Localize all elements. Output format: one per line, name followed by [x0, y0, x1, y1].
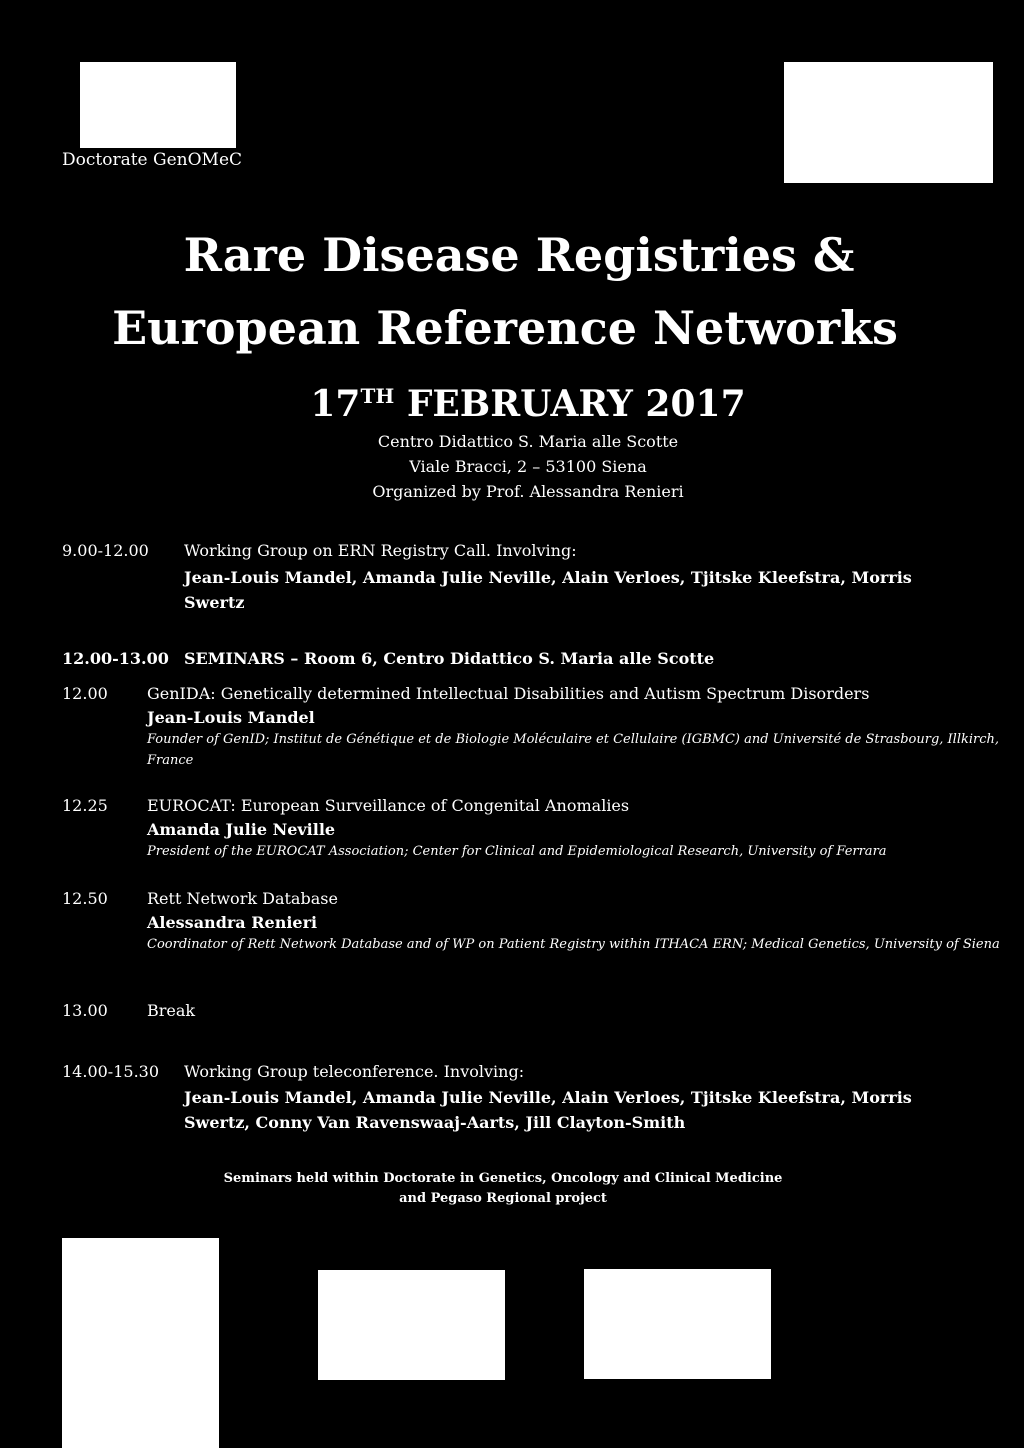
talk1-affiliation: Founder of GenID; Institut de Génétique et de Biologie Moléculaire et Cellulaire (IGBMC) and Université de Strasbourg, Illkirch, France — [147, 732, 1000, 768]
university-logo — [784, 62, 993, 183]
break-time: 13.00 — [62, 1001, 108, 1020]
date-suffix: TH — [360, 384, 395, 408]
sponsor-logo-1 — [62, 1238, 219, 1448]
wg1-text: Working Group on ERN Registry Call. Involving: — [184, 541, 577, 560]
break-label: Break — [147, 1001, 196, 1020]
talk2-title: EUROCAT: European Surveillance of Congenital Anomalies — [147, 796, 630, 815]
seminars-heading: SEMINARS – Room 6, Centro Didattico S. Maria alle Scotte — [184, 649, 715, 668]
seminars-time: 12.00-13.00 — [62, 649, 169, 668]
wg2-participants: Jean-Louis Mandel, Amanda Julie Neville, Alain Verloes, Tjitske Kleefstra, Morris Swertz, Conny Van Ravenswaaj-Aarts, Jill Clayton-Smith — [184, 1088, 912, 1132]
wg1-participants: Jean-Louis Mandel, Amanda Julie Neville, Alain Verloes, Tjitske Kleefstra, Morris Swertz — [184, 568, 912, 612]
title-line-1: Rare Disease Registries & — [183, 228, 855, 282]
talk1-time: 12.00 — [62, 684, 108, 703]
sponsor-logo-3 — [584, 1269, 771, 1379]
talk2-time: 12.25 — [62, 796, 108, 815]
title-line-2: European Reference Networks — [112, 301, 898, 355]
doctorate-label: Doctorate GenOMeC — [62, 150, 243, 170]
talk2-affiliation: President of the EUROCAT Association; Center for Clinical and Epidemiological Research, University of Ferrara — [147, 844, 887, 859]
sponsor-logo-2 — [318, 1270, 505, 1380]
footer-line-2: and Pegaso Regional project — [399, 1191, 607, 1206]
date-day: 17 — [310, 383, 361, 425]
venue-line-1: Centro Didattico S. Maria alle Scotte — [377, 432, 679, 451]
venue-organizer: Organized by Prof. Alessandra Renieri — [372, 482, 684, 501]
talk3-affiliation: Coordinator of Rett Network Database and of WP on Patient Registry within ITHACA ERN; Medical Genetics, University of Siena — [147, 937, 1000, 952]
doctorate-logo — [80, 62, 236, 148]
talk3-speaker: Alessandra Renieri — [147, 913, 318, 932]
talk3-time: 12.50 — [62, 889, 108, 908]
date-month-year: FEBRUARY 2017 — [406, 383, 746, 425]
talk3-title: Rett Network Database — [147, 889, 338, 908]
footer-line-1: Seminars held within Doctorate in Genetics, Oncology and Clinical Medicine — [223, 1171, 783, 1186]
talk1-speaker: Jean-Louis Mandel — [147, 708, 315, 727]
wg2-text: Working Group teleconference. Involving: — [184, 1062, 525, 1081]
talk2-speaker: Amanda Julie Neville — [147, 820, 336, 839]
wg2-time: 14.00-15.30 — [62, 1062, 160, 1081]
event-date — [0, 383, 1024, 425]
wg1-time: 9.00-12.00 — [62, 541, 149, 560]
venue-line-2: Viale Bracci, 2 – 53100 Siena — [409, 457, 647, 476]
talk1-title: GenIDA: Genetically determined Intellectual Disabilities and Autism Spectrum Disorders — [147, 684, 870, 703]
